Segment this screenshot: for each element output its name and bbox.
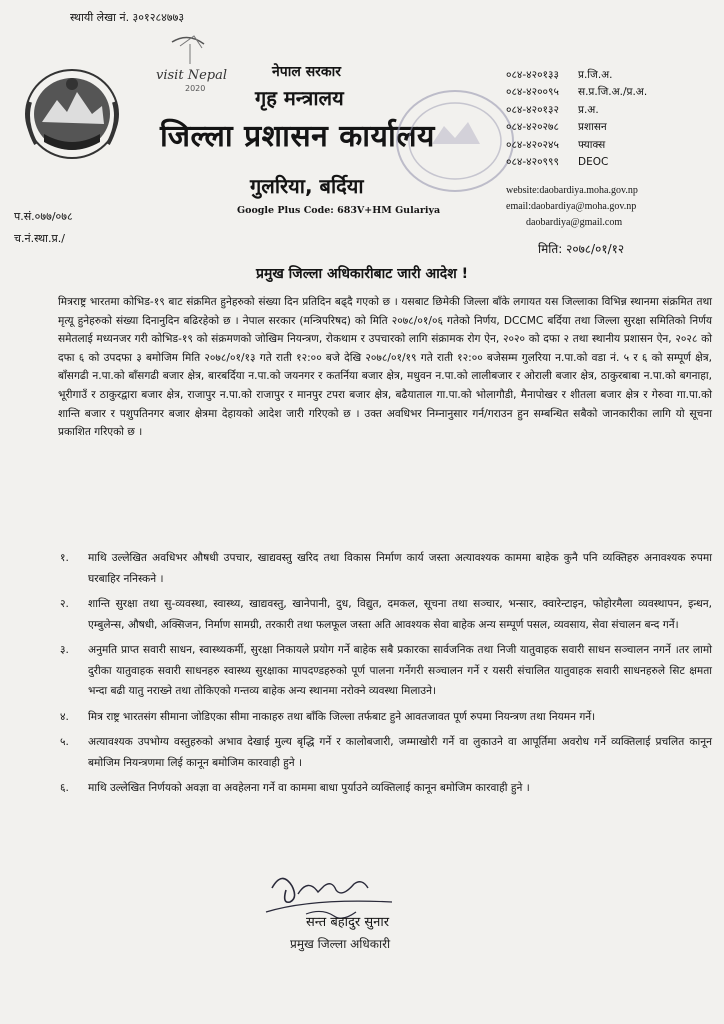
office-name: जिल्ला प्रशासन कार्यालय — [160, 119, 435, 154]
visit-nepal-text: visit Nepal — [156, 68, 227, 83]
office-stamp-icon — [392, 86, 518, 196]
contact-number: ०८४-४२०९९९ — [506, 156, 559, 169]
signer-name: सन्त बहादुर सुनार — [306, 915, 390, 930]
reference-numbers — [14, 206, 73, 250]
contact-row — [506, 101, 716, 119]
visit-nepal-year: 2020 — [185, 84, 206, 93]
order-item — [58, 732, 712, 773]
order-heading: प्रमुख जिल्ला अधिकारीबाट जारी आदेश ! — [256, 266, 468, 282]
item-number: २. — [60, 598, 69, 610]
ministry-name: गृह मन्त्रालय — [255, 86, 344, 110]
item-number: ३. — [60, 644, 69, 656]
contact-number: ०८४-४२००९५ — [506, 86, 559, 99]
contact-list — [506, 66, 716, 171]
contact-label: स.प्र.जि.अ./प्र.अ. — [578, 86, 648, 99]
contact-label: प्र.जि.अ. — [578, 68, 613, 81]
order-item — [58, 707, 712, 728]
letter-date: मिति: २०७८/०१/१२ — [538, 242, 625, 256]
item-number: ४. — [60, 710, 69, 723]
item-number: ५. — [60, 736, 69, 748]
order-body — [58, 293, 712, 442]
item-text: अनुमति प्राप्त सवारी साधन, स्वास्थ्यकर्मी, सुरक्षा निकायले प्रयोग गर्ने बाहेक सबै प्रकारका सार्वजनिक तथा निजी यातुवाहक सवारी साधन सञ्चालन नगर्ने ।तर लामो दुरीका यातुवाहक सवारी साधनहरु स्वास्थ्य सुरक्षाका मापदण्डहरुको पूर्ण पालना गर्नेगरी सञ्चालन गर्ने र यसरी संचालित यातुवाहक सवारी साधनहरुले सिट क्षमता भन्दा बढी यातु नराख्ने तथा तोकिएको गन्तव्य बाहेक अन्य स्थानमा नरोक्ने व्यवस्था मिलाउने। — [88, 644, 712, 697]
order-item — [58, 778, 712, 799]
order-item — [58, 640, 712, 702]
body-paragraph: मित्रराष्ट्र भारतमा कोभिड-१९ बाट संक्रमित हुनेहरुको संख्या दिन प्रतिदिन बढ्दै गएको छ । यसबाट छिमेकी जिल्ला बाँके लगायत यस जिल्लाका विभिन्न स्थानमा संक्रमित तथा मृत्यू हुनेहरुको संख्या दिनानुदिन बढिरहेको छ । नेपाल सरकार (मन्त्रिपरिषद) को मिति २०७८/०१/०६ गतेको निर्णय, DCCMC बर्दिया तथा जिल्ला सुरक्षा समितिको निर्णय समेतलाई मध्यनजर गरी कोभिड-१९ को संक्रमणको जोखिम नियन्त्रण, रोकथाम र उपचारको लागि संक्रामक रोग ऐन, २०२० को दफा २ तथा स्थानीय प्रशासन ऐन, २०२८ को दफा ६ को उपदफा ३ बमोजिम मिति २०७८/०१/१३ गते राती १२:०० बजे देखि २०७८/०१/१९ गते राती १२:०० बजेसम्म गुलरिया न.पा.को वडा नं. ५ र ६ को सम्पूर्ण क्षेत्र, बाँसगढी न.पा.को बाँसगढी बजार क्षेत्र, बारबर्दिया न.पा.को जयनगर र कतर्निया बजार क्षेत्र, मधुवन न.पा.को लालीबजार र ओराली बजार क्षेत्र, ठाकुरबाबा न.पा.को बगनाहा, भूरीगाउँ र ठाकुरद्वारा बजार क्षेत्र, राजापुर न.पा.को राजापुर र मानपुर टपरा बजार क्षेत्र, बढैयाताल गा.पा.को भोलागौडी, मैनापोखर र शीतला बजार क्षेत्र र गेरुवा गा.पा.को शान्ति बजार र पशुपतिनगर बजार क्षेत्रमा देहायको आदेश जारी गरिएको छ । उक्त अवधिभर निम्नानुसार गर्न/गराउन हुन सम्बन्धित सबैको जानकारीका लागि यो सूचना प्रकाशित गरिएको छ । — [58, 296, 712, 439]
web-contacts — [506, 183, 638, 231]
item-text: अत्यावश्यक उपभोग्य वस्तुहरुको अभाव देखाई मुल्य बृद्धि गर्ने र कालोबजारी, जम्माखोरी गर्ने वा लुकाउने वा आपूर्तिमा अवरोध गर्ने व्यक्तिलाई प्रचलित कानून बमोजिम नियन्त्रणमा लिई कानून बमोजिम कारवाही हुने । — [88, 736, 712, 769]
contact-number: ०८४-४२०२७८ — [506, 121, 559, 134]
item-text: माथि उल्लेखित निर्णयको अवज्ञा वा अवहेलना गर्ने वा काममा बाधा पुर्याउने व्यक्तिलाई कानून बमोजिम कारवाही हुने । — [88, 782, 530, 794]
contact-label: प्रशासन — [578, 121, 607, 134]
google-plus-code: Google Plus Code: 683V+HM Gulariya — [237, 205, 441, 216]
contact-row — [506, 154, 716, 172]
contact-row — [506, 136, 716, 154]
item-number: १. — [60, 552, 69, 564]
government-name: नेपाल सरकार — [272, 64, 342, 80]
contact-row — [506, 66, 716, 84]
contact-number: ०८४-४२०१३३ — [506, 68, 559, 81]
pan-number: स्थायी लेखा नं. ३०१२८४७७३ — [70, 11, 185, 24]
signer-title: प्रमुख जिल्ला अधिकारी — [290, 937, 391, 951]
contact-label: DEOC — [578, 156, 609, 169]
contact-row — [506, 119, 716, 137]
item-text: मित्र राष्ट्र भारतसंग सीमाना जोडिएका सीमा नाकाहरु तथा बाँकि जिल्ला तर्फबाट हुने आवतजावत पूर्ण रुपमा नियन्त्रण तथा नियमन गर्ने। — [88, 710, 596, 723]
contact-number: ०८४-४२०२४५ — [506, 138, 559, 151]
order-item — [58, 548, 712, 589]
contact-label: प्र.अ. — [578, 103, 599, 116]
nepal-emblem-icon — [22, 62, 122, 162]
gmail-link[interactable]: daobardiya@gmail.com — [526, 217, 623, 228]
website-link[interactable]: website:daobardiya.moha.gov.np — [506, 185, 638, 196]
item-text: शान्ति सुरक्षा तथा सु-व्यवस्था, स्वास्थ्य, खाद्यवस्तु, खानेपानी, दुध, विद्युत, दमकल, सूचना तथा सञ्चार, भन्सार, क्वारेन्टाइन, फोहोरमैला व्यवस्थापन, इन्धन, एम्बुलेन्स, औषधी, अक्सिजन, निर्माण सामग्री, तरकारी तथा फलफूल जस्ता अति आवश्यक सेवा बाहेक अन्य सम्पूर्ण पसल, व्यवसाय, सेवा संचालन बन्द गर्ने। — [88, 598, 712, 631]
item-number: ६. — [60, 782, 69, 794]
contact-label: फ्याक्स — [578, 138, 606, 151]
contact-row — [506, 84, 716, 102]
contact-number: ०८४-४२०१३२ — [506, 103, 559, 116]
chalani-number: च.नं.स्था.प्र./ — [14, 232, 65, 245]
order-items — [58, 548, 712, 804]
office-location: गुलरिया, बर्दिया — [250, 174, 364, 198]
order-item — [58, 594, 712, 635]
email-link[interactable]: email:daobardiya@moha.gov.np — [506, 201, 637, 212]
patra-sankhya: प.सं.०७७/०७८ — [14, 210, 73, 223]
item-text: माथि उल्लेखित अवधिभर औषधी उपचार, खाद्यवस्तु खरिद तथा विकास निर्माण कार्य जस्ता अत्यावश्यक काममा बाहेक कुनै पनि व्यक्तिहरु अनावश्यक रुपमा घरबाहिर ननिस्कने । — [88, 552, 712, 585]
